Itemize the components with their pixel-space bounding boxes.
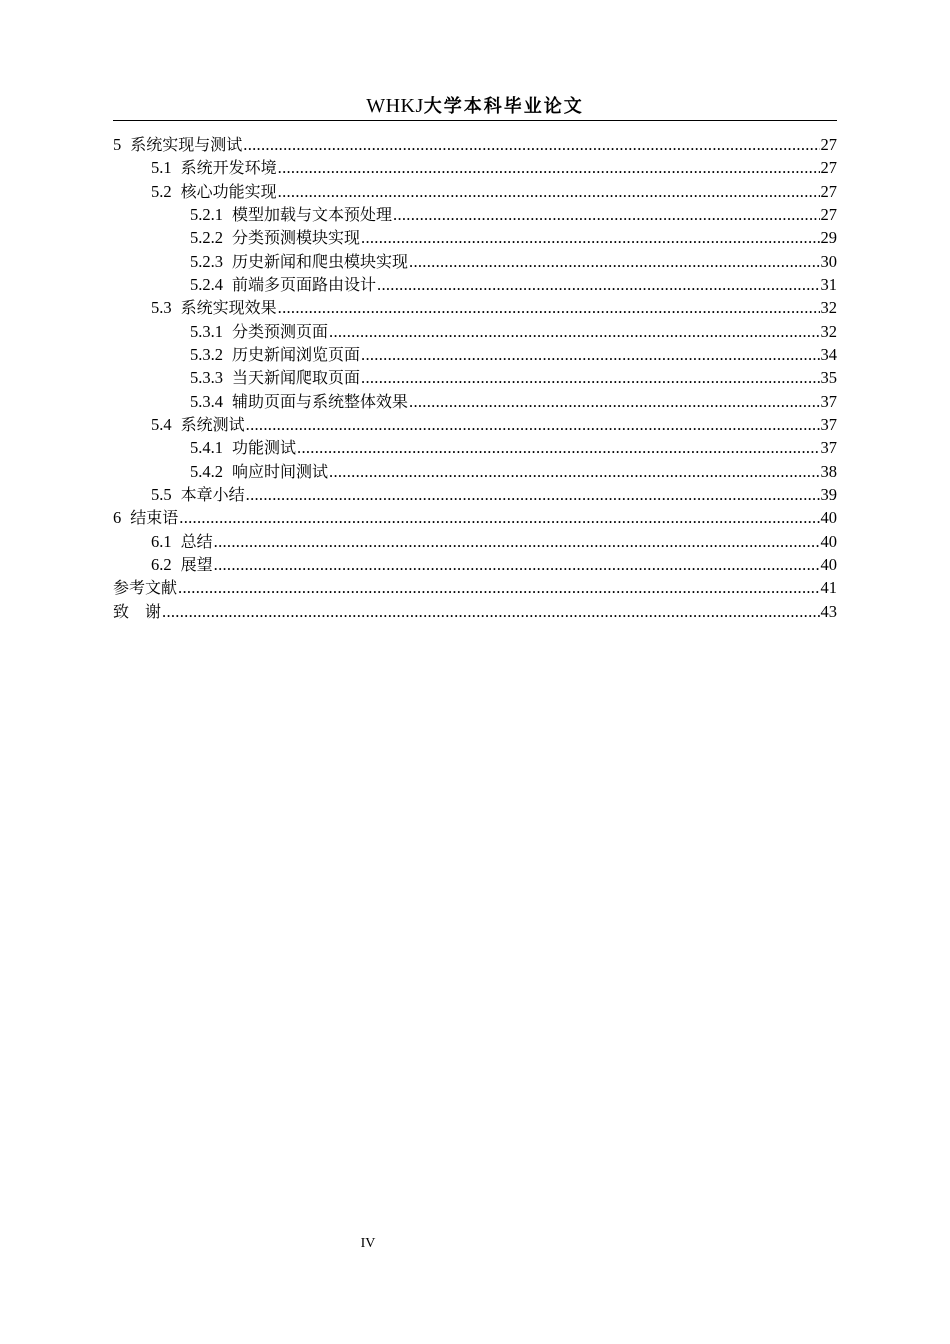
toc-entry-page: 41 bbox=[820, 578, 837, 598]
toc-entry-title: 系统测试 bbox=[180, 414, 245, 434]
toc-entry-page: 27 bbox=[820, 135, 837, 154]
toc-entry-page: 32 bbox=[820, 321, 837, 341]
toc-dot-leader bbox=[178, 576, 819, 599]
toc-entry-title: 分类预测模块实现 bbox=[232, 228, 361, 248]
toc-dot-leader bbox=[278, 156, 820, 179]
toc-entry[interactable] bbox=[113, 436, 837, 459]
toc-entry-title: 结束语 bbox=[130, 508, 179, 528]
toc-entry-page: 39 bbox=[820, 484, 837, 504]
toc-entry-title: 历史新闻和爬虫模块实现 bbox=[232, 251, 409, 271]
toc-entry-page: 32 bbox=[820, 298, 837, 318]
toc-entry[interactable] bbox=[113, 296, 837, 319]
toc-dot-leader bbox=[214, 553, 820, 576]
toc-entry-number: 6.1 bbox=[151, 531, 172, 551]
toc-entry-title: 辅助页面与系统整体效果 bbox=[232, 391, 409, 411]
toc-entry[interactable] bbox=[113, 180, 837, 203]
toc-entry[interactable] bbox=[113, 600, 837, 623]
toc-entry[interactable] bbox=[113, 156, 837, 179]
toc-entry[interactable] bbox=[113, 226, 837, 249]
toc-entry-number: 6.2 bbox=[151, 554, 172, 574]
toc-entry-title: 系统开发环境 bbox=[180, 158, 277, 178]
toc-entry-page: 37 bbox=[820, 391, 837, 411]
toc-entry-title: 系统实现效果 bbox=[180, 298, 277, 318]
toc-entry-page: 31 bbox=[820, 274, 837, 294]
toc-entry-title: 当天新闻爬取页面 bbox=[232, 368, 361, 388]
toc-entry-number: 5.3.1 bbox=[190, 321, 223, 341]
toc-entry[interactable] bbox=[113, 133, 837, 156]
toc-dot-leader bbox=[361, 226, 819, 249]
toc-entry[interactable] bbox=[113, 460, 837, 483]
toc-entry-title: 总结 bbox=[180, 531, 213, 551]
toc-entry[interactable] bbox=[113, 530, 837, 553]
toc-entry-page: 40 bbox=[820, 508, 837, 528]
toc-dot-leader bbox=[361, 343, 819, 366]
toc-entry-page: 43 bbox=[820, 601, 837, 621]
toc-entry-number: 5.2 bbox=[151, 181, 172, 201]
toc-dot-leader bbox=[179, 506, 819, 529]
toc-dot-leader bbox=[278, 296, 820, 319]
toc-entry[interactable] bbox=[113, 576, 837, 599]
toc-dot-leader bbox=[162, 600, 819, 623]
toc-entry-page: 34 bbox=[820, 344, 837, 364]
toc-entry-title: 历史新闻浏览页面 bbox=[232, 344, 361, 364]
toc-dot-leader bbox=[278, 180, 820, 203]
toc-entry[interactable] bbox=[113, 320, 837, 343]
toc-dot-leader bbox=[409, 390, 819, 413]
toc-dot-leader bbox=[329, 320, 819, 343]
toc-entry-number: 5.2.3 bbox=[190, 251, 223, 271]
toc-dot-leader bbox=[246, 413, 820, 436]
toc-entry[interactable] bbox=[113, 343, 837, 366]
toc-dot-leader bbox=[243, 133, 819, 156]
toc-entry-title: 致 谢 bbox=[113, 601, 162, 621]
table-of-contents bbox=[113, 133, 837, 623]
toc-entry-number: 5.1 bbox=[151, 158, 172, 178]
toc-entry-number: 5.4 bbox=[151, 414, 172, 434]
toc-entry-page: 37 bbox=[820, 438, 837, 458]
page-number: IV bbox=[360, 1236, 376, 1251]
toc-entry-page: 40 bbox=[820, 554, 837, 574]
toc-entry[interactable] bbox=[113, 413, 837, 436]
toc-entry[interactable] bbox=[113, 390, 837, 413]
toc-dot-leader bbox=[393, 203, 819, 226]
toc-entry[interactable] bbox=[113, 203, 837, 226]
toc-entry-number: 5 bbox=[113, 135, 122, 154]
toc-entry-page: 27 bbox=[820, 204, 837, 224]
toc-entry-title: 分类预测页面 bbox=[232, 321, 329, 341]
toc-entry-number: 5.4.1 bbox=[190, 438, 223, 458]
toc-dot-leader bbox=[297, 436, 819, 459]
toc-entry-title: 参考文献 bbox=[113, 578, 178, 598]
page-header bbox=[113, 92, 837, 120]
toc-entry-title: 模型加载与文本预处理 bbox=[232, 204, 393, 224]
toc-dot-leader bbox=[409, 250, 819, 273]
toc-entry-title: 系统实现与测试 bbox=[130, 135, 243, 154]
header-prefix: WHKJ bbox=[366, 95, 424, 117]
toc-entry-number: 5.4.2 bbox=[190, 461, 223, 481]
toc-dot-leader bbox=[329, 460, 819, 483]
toc-entry-page: 37 bbox=[820, 414, 837, 434]
toc-entry-number: 5.3.2 bbox=[190, 344, 223, 364]
toc-entry-page: 30 bbox=[820, 251, 837, 271]
header-title: 大学本科毕业论文 bbox=[423, 96, 584, 117]
toc-entry-title: 核心功能实现 bbox=[180, 181, 277, 201]
toc-entry[interactable] bbox=[113, 506, 837, 529]
toc-entry-page: 38 bbox=[820, 461, 837, 481]
toc-entry-number: 5.2.4 bbox=[190, 274, 223, 294]
header-divider bbox=[113, 120, 837, 121]
toc-entry-title: 本章小结 bbox=[180, 484, 245, 504]
toc-dot-leader bbox=[377, 273, 819, 296]
toc-entry-title: 前端多页面路由设计 bbox=[232, 274, 377, 294]
toc-entry-page: 27 bbox=[820, 181, 837, 201]
toc-entry[interactable] bbox=[113, 553, 837, 576]
toc-entry-number: 6 bbox=[113, 508, 122, 528]
toc-entry[interactable] bbox=[113, 273, 837, 296]
toc-entry-number: 5.2.2 bbox=[190, 228, 223, 248]
toc-entry[interactable] bbox=[113, 483, 837, 506]
toc-entry-title: 功能测试 bbox=[232, 438, 297, 458]
toc-entry-page: 29 bbox=[820, 228, 837, 248]
toc-entry-title: 响应时间测试 bbox=[232, 461, 329, 481]
toc-entry-number: 5.3 bbox=[151, 298, 172, 318]
toc-entry-number: 5.2.1 bbox=[190, 204, 223, 224]
toc-entry[interactable] bbox=[113, 366, 837, 389]
toc-entry-title: 展望 bbox=[180, 554, 213, 574]
toc-entry-page: 35 bbox=[820, 368, 837, 388]
toc-entry-number: 5.3.3 bbox=[190, 368, 223, 388]
toc-entry-number: 5.3.4 bbox=[190, 391, 223, 411]
toc-entry-page: 40 bbox=[820, 531, 837, 551]
toc-entry[interactable] bbox=[113, 250, 837, 273]
toc-dot-leader bbox=[361, 366, 819, 389]
toc-entry-number: 5.5 bbox=[151, 484, 172, 504]
toc-entry-page: 27 bbox=[820, 158, 837, 178]
toc-dot-leader bbox=[214, 530, 820, 553]
toc-dot-leader bbox=[246, 483, 820, 506]
